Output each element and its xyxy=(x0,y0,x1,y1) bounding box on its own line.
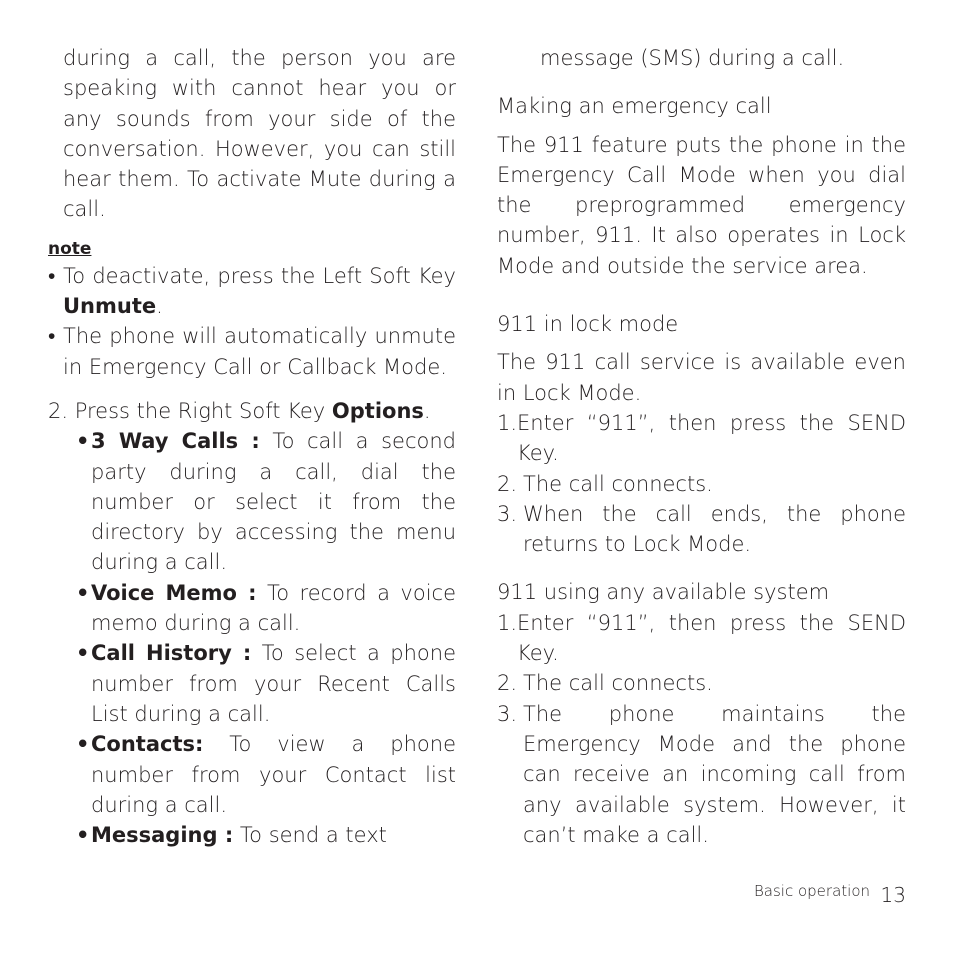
intro-paragraph: during a call, the person you are speaking with cannot hear you or any sounds from your side of the conversation. However, you can still hear them. To activate Mute during a call. xyxy=(63,46,456,222)
section-heading: Making an emergency call xyxy=(497,94,772,119)
section-body: The 911 call service is available even in Lock Mode. xyxy=(497,350,906,405)
right-column xyxy=(497,43,906,850)
section-label: Basic operation xyxy=(753,882,870,900)
section-heading: 911 using any available system xyxy=(497,580,830,605)
step-list xyxy=(497,608,906,850)
note-list xyxy=(48,261,456,382)
section-body: The 911 feature puts the phone in the Emergency Call Mode when you dial the preprogrammed emergency number, 911. It also operates in Lock Mode and outside the service area. xyxy=(497,132,906,278)
left-column xyxy=(48,43,456,850)
option-3-way-calls: • 3 Way Calls : To call a second party during a call, dial the number or select it from the directory by accessing the menu during a call. xyxy=(91,426,456,577)
step-2: 2. Press the Right Soft Key Options. xyxy=(48,398,431,423)
note-item: • The phone will automatically unmute in Emergency Call or Callback Mode. xyxy=(48,321,456,382)
note-item: • To deactivate, press the Left Soft Key Unmute. xyxy=(48,261,456,322)
key-name: Unmute xyxy=(63,294,157,319)
options-list xyxy=(48,426,456,850)
option-messaging: • Messaging : To send a text xyxy=(91,820,456,850)
note-label: note xyxy=(48,238,92,259)
list-item: 2. The call connects. xyxy=(497,471,713,496)
option-voice-memo: • Voice Memo : To record a voice memo during a call. xyxy=(91,578,456,639)
list-item: 3. The phone maintains the Emergency Mode and the phone can receive an incoming call from any available system. However, it can’t make a call. xyxy=(497,701,906,847)
option-contacts: • Contacts: To view a phone number from your Contact list during a call. xyxy=(91,729,456,820)
option-call-history: • Call History : To select a phone number from your Recent Calls List during a call. xyxy=(91,638,456,729)
step-list xyxy=(497,408,906,559)
list-item: 2. The call connects. xyxy=(497,671,713,696)
list-item: 1. Enter “911”, then press the SEND Key. xyxy=(497,410,906,466)
continuation-text: message (SMS) during a call. xyxy=(540,46,845,70)
list-item: 1. Enter “911”, then press the SEND Key. xyxy=(497,610,906,666)
key-name: Options xyxy=(331,398,424,423)
section-heading: 911 in lock mode xyxy=(497,312,679,337)
list-item: 3. When the call ends, the phone returns to Lock Mode. xyxy=(497,501,906,557)
page-number: 13 xyxy=(880,883,906,907)
